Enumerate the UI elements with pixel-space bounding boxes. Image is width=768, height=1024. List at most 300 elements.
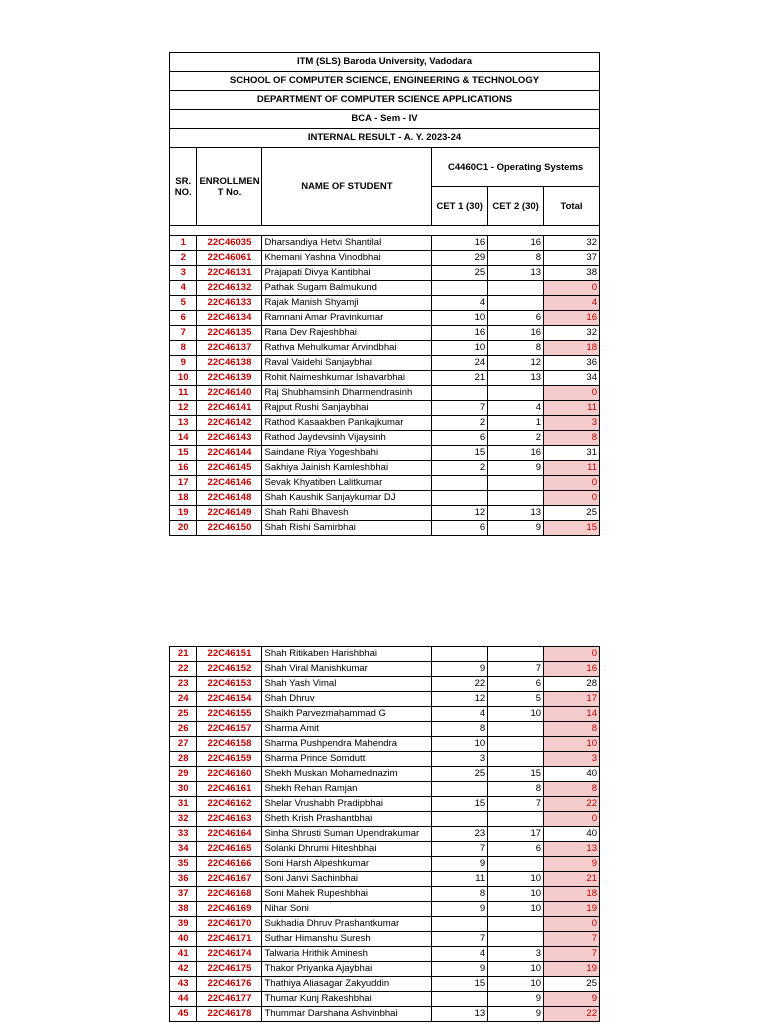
sr-no-cell: 27 [170, 737, 197, 752]
student-name-cell: Talwaria Hrithik Aminesh [262, 947, 432, 962]
table-row [170, 947, 600, 962]
total-cell: 9 [544, 857, 600, 872]
enrollment-cell: 22C46061 [197, 251, 262, 266]
total-cell: 8 [544, 782, 600, 797]
sr-no-cell: 25 [170, 707, 197, 722]
student-name-cell: Sharma Pushpendra Mahendra [262, 737, 432, 752]
total-cell: 18 [544, 341, 600, 356]
total-cell: 0 [544, 491, 600, 506]
table-row [170, 311, 600, 326]
cet1-cell: 29 [432, 251, 488, 266]
table-row [170, 797, 600, 812]
student-name-cell: Saindane Riya Yogeshbahi [262, 446, 432, 461]
enrollment-cell: 22C46168 [197, 887, 262, 902]
total-cell: 8 [544, 722, 600, 737]
total-cell: 11 [544, 401, 600, 416]
total-cell: 32 [544, 236, 600, 251]
total-cell: 28 [544, 677, 600, 692]
cet2-cell: 16 [488, 446, 544, 461]
total-cell: 16 [544, 662, 600, 677]
total-cell: 38 [544, 266, 600, 281]
total-cell: 22 [544, 1007, 600, 1022]
student-name-cell: Suthar Himanshu Suresh [262, 932, 432, 947]
cet1-cell: 23 [432, 827, 488, 842]
student-name-cell: Shah Rishi Samirbhai [262, 521, 432, 536]
total-cell: 31 [544, 446, 600, 461]
cet2-cell [488, 386, 544, 401]
table-row [170, 752, 600, 767]
cet2-cell: 16 [488, 236, 544, 251]
enrollment-cell: 22C46177 [197, 992, 262, 1007]
student-name-cell: Sinha Shrusti Suman Upendrakumar [262, 827, 432, 842]
student-name-cell: Shekh Rehan Ramjan [262, 782, 432, 797]
cet1-cell: 9 [432, 857, 488, 872]
student-name-cell: Shah Ritikaben Harishbhai [262, 647, 432, 662]
cet1-cell [432, 782, 488, 797]
student-name-cell: Rajput Rushi Sanjaybhai [262, 401, 432, 416]
student-name-cell: Rajak Manish Shyamji [262, 296, 432, 311]
sr-no-cell: 41 [170, 947, 197, 962]
total-cell: 16 [544, 311, 600, 326]
enrollment-cell: 22C46157 [197, 722, 262, 737]
sr-no-cell: 15 [170, 446, 197, 461]
sr-no-cell: 34 [170, 842, 197, 857]
enrollment-cell: 22C46152 [197, 662, 262, 677]
student-name-cell: Soni Janvi Sachinbhai [262, 872, 432, 887]
sr-no-cell: 30 [170, 782, 197, 797]
program-name: BCA - Sem - IV [170, 110, 600, 129]
cet1-cell: 8 [432, 722, 488, 737]
enrollment-cell: 22C46139 [197, 371, 262, 386]
sr-no-cell: 43 [170, 977, 197, 992]
sr-no-cell: 23 [170, 677, 197, 692]
student-name-cell: Raval Vaidehi Sanjaybhai [262, 356, 432, 371]
enrollment-cell: 22C46150 [197, 521, 262, 536]
cet1-cell: 7 [432, 401, 488, 416]
total-cell: 37 [544, 251, 600, 266]
cet1-cell: 7 [432, 842, 488, 857]
student-name-header: NAME OF STUDENT [262, 148, 432, 226]
total-cell: 22 [544, 797, 600, 812]
cet1-cell: 4 [432, 707, 488, 722]
sr-no-cell: 29 [170, 767, 197, 782]
student-name-cell: Shah Viral Manishkumar [262, 662, 432, 677]
total-cell: 7 [544, 947, 600, 962]
total-cell: 11 [544, 461, 600, 476]
table-row [170, 491, 600, 506]
cet2-cell: 10 [488, 707, 544, 722]
enrollment-cell: 22C46163 [197, 812, 262, 827]
sr-no-cell: 14 [170, 431, 197, 446]
cet1-cell [432, 476, 488, 491]
cet2-cell: 6 [488, 311, 544, 326]
cet2-cell: 8 [488, 251, 544, 266]
cet2-cell [488, 476, 544, 491]
cet1-cell: 21 [432, 371, 488, 386]
sr-no-cell: 8 [170, 341, 197, 356]
enrollment-cell: 22C46142 [197, 416, 262, 431]
sr-no-cell: 33 [170, 827, 197, 842]
enrollment-cell: 22C46145 [197, 461, 262, 476]
cet1-cell: 6 [432, 431, 488, 446]
enrollment-cell: 22C46146 [197, 476, 262, 491]
sr-no-cell: 9 [170, 356, 197, 371]
table-row [170, 812, 600, 827]
total-cell: 13 [544, 842, 600, 857]
table-row [170, 326, 600, 341]
result-table-page-1 [169, 52, 600, 536]
student-name-cell: Rohit Naimeshkumar Ishavarbhai [262, 371, 432, 386]
result-title: INTERNAL RESULT - A. Y. 2023-24 [170, 129, 600, 148]
student-name-cell: Nihar Soni [262, 902, 432, 917]
student-name-cell: Pathak Sugam Balmukund [262, 281, 432, 296]
sr-no-cell: 32 [170, 812, 197, 827]
student-name-cell: Sakhiya Jainish Kamleshbhai [262, 461, 432, 476]
cet2-cell [488, 812, 544, 827]
total-cell: 3 [544, 416, 600, 431]
cet2-cell: 7 [488, 662, 544, 677]
student-name-cell: Raj Shubhamsinh Dharmendrasinh [262, 386, 432, 401]
enrollment-cell: 22C46141 [197, 401, 262, 416]
enrollment-cell: 22C46164 [197, 827, 262, 842]
sr-no-cell: 44 [170, 992, 197, 1007]
result-rows-page-2 [170, 647, 600, 1022]
student-name-cell: Thakor Priyanka Ajaybhai [262, 962, 432, 977]
table-row [170, 677, 600, 692]
cet1-header: CET 1 (30) [432, 187, 488, 226]
cet1-cell: 25 [432, 266, 488, 281]
cet2-cell: 10 [488, 872, 544, 887]
cet1-cell: 9 [432, 662, 488, 677]
total-cell: 25 [544, 977, 600, 992]
table-row [170, 251, 600, 266]
total-cell: 0 [544, 281, 600, 296]
cet2-cell: 13 [488, 371, 544, 386]
sr-no-cell: 16 [170, 461, 197, 476]
cet1-cell: 22 [432, 677, 488, 692]
enrollment-cell: 22C46159 [197, 752, 262, 767]
student-name-cell: Shah Dhruv [262, 692, 432, 707]
table-row [170, 401, 600, 416]
cet2-cell: 10 [488, 887, 544, 902]
table-row [170, 461, 600, 476]
total-cell: 0 [544, 917, 600, 932]
school-name: SCHOOL OF COMPUTER SCIENCE, ENGINEERING & TECHNOLOGY [170, 72, 600, 91]
enrollment-cell: 22C46166 [197, 857, 262, 872]
cet1-cell [432, 917, 488, 932]
sr-no-cell: 35 [170, 857, 197, 872]
total-cell: 3 [544, 752, 600, 767]
total-cell: 32 [544, 326, 600, 341]
student-name-cell: Khemani Yashna Vinodbhai [262, 251, 432, 266]
sr-no-cell: 37 [170, 887, 197, 902]
enrollment-cell: 22C46134 [197, 311, 262, 326]
sr-no-cell: 4 [170, 281, 197, 296]
table-row [170, 992, 600, 1007]
total-cell: 0 [544, 647, 600, 662]
cet2-cell: 8 [488, 341, 544, 356]
student-name-cell: Sharma Amit [262, 722, 432, 737]
enrollment-cell: 22C46171 [197, 932, 262, 947]
sr-no-cell: 11 [170, 386, 197, 401]
cet1-cell: 24 [432, 356, 488, 371]
table-row [170, 722, 600, 737]
student-name-cell: Rathod Kasaakben Pankajkumar [262, 416, 432, 431]
cet2-cell: 13 [488, 266, 544, 281]
sr-no-cell: 40 [170, 932, 197, 947]
total-cell: 8 [544, 431, 600, 446]
sr-no-cell: 36 [170, 872, 197, 887]
student-name-cell: Rathod Jaydevsinh Vijaysinh [262, 431, 432, 446]
total-cell: 40 [544, 827, 600, 842]
sr-no-cell: 3 [170, 266, 197, 281]
table-row [170, 416, 600, 431]
student-name-cell: Shah Yash Vimal [262, 677, 432, 692]
enrollment-cell: 22C46149 [197, 506, 262, 521]
table-row [170, 692, 600, 707]
enrollment-cell: 22C46161 [197, 782, 262, 797]
enrollment-cell: 22C46170 [197, 917, 262, 932]
student-name-cell: Dharsandiya Hetvi Shantilal [262, 236, 432, 251]
enrollment-cell: 22C46131 [197, 266, 262, 281]
sr-no-cell: 12 [170, 401, 197, 416]
enrollment-cell: 22C46133 [197, 296, 262, 311]
total-cell: 4 [544, 296, 600, 311]
cet1-cell: 16 [432, 326, 488, 341]
cet1-cell: 2 [432, 416, 488, 431]
cet2-cell: 13 [488, 506, 544, 521]
table-row [170, 662, 600, 677]
total-cell: 7 [544, 932, 600, 947]
student-name-cell: Ramnani Amar Pravinkumar [262, 311, 432, 326]
sr-no-cell: 26 [170, 722, 197, 737]
cet2-cell [488, 932, 544, 947]
student-name-cell: Prajapati Divya Kantibhai [262, 266, 432, 281]
total-cell: 40 [544, 767, 600, 782]
cet1-cell [432, 281, 488, 296]
sr-no-cell: 7 [170, 326, 197, 341]
enrollment-cell: 22C46160 [197, 767, 262, 782]
enrollment-header: ENROLLMEN T No. [197, 148, 262, 226]
enrollment-cell: 22C46155 [197, 707, 262, 722]
cet2-cell: 10 [488, 977, 544, 992]
cet1-cell: 8 [432, 887, 488, 902]
university-name: ITM (SLS) Baroda University, Vadodara [170, 53, 600, 72]
cet2-cell: 6 [488, 842, 544, 857]
cet2-cell [488, 281, 544, 296]
enrollment-cell: 22C46035 [197, 236, 262, 251]
student-name-cell: Rathva Mehulkumar Arvindbhai [262, 341, 432, 356]
sr-no-cell: 17 [170, 476, 197, 491]
table-row [170, 977, 600, 992]
sr-no-cell: 5 [170, 296, 197, 311]
total-cell: 14 [544, 707, 600, 722]
total-cell: 0 [544, 476, 600, 491]
table-row [170, 266, 600, 281]
table-row [170, 281, 600, 296]
result-rows-page-1 [170, 236, 600, 536]
student-name-cell: Rana Dev Rajeshbhai [262, 326, 432, 341]
total-cell: 0 [544, 386, 600, 401]
cet2-cell: 2 [488, 431, 544, 446]
table-row [170, 707, 600, 722]
table-row [170, 431, 600, 446]
total-header: Total [544, 187, 600, 226]
cet2-cell: 1 [488, 416, 544, 431]
sr-no-cell: 6 [170, 311, 197, 326]
total-cell: 36 [544, 356, 600, 371]
student-name-cell: Sharma Prince Somdutt [262, 752, 432, 767]
cet2-cell: 9 [488, 521, 544, 536]
enrollment-cell: 22C46132 [197, 281, 262, 296]
cet1-cell: 10 [432, 737, 488, 752]
cet2-cell: 3 [488, 947, 544, 962]
student-name-cell: Shaikh Parvezmahammad G [262, 707, 432, 722]
table-row [170, 506, 600, 521]
sr-no-cell: 20 [170, 521, 197, 536]
enrollment-cell: 22C46176 [197, 977, 262, 992]
student-name-cell: Shah Rahi Bhavesh [262, 506, 432, 521]
total-cell: 17 [544, 692, 600, 707]
enrollment-cell: 22C46169 [197, 902, 262, 917]
cet1-cell: 11 [432, 872, 488, 887]
sr-no-cell: 45 [170, 1007, 197, 1022]
sr-no-cell: 19 [170, 506, 197, 521]
total-cell: 19 [544, 962, 600, 977]
total-cell: 0 [544, 812, 600, 827]
cet2-cell [488, 752, 544, 767]
cet2-cell [488, 857, 544, 872]
department-name: DEPARTMENT OF COMPUTER SCIENCE APPLICATIONS [170, 91, 600, 110]
table-row [170, 296, 600, 311]
enrollment-cell: 22C46138 [197, 356, 262, 371]
cet2-cell: 9 [488, 1007, 544, 1022]
table-row [170, 782, 600, 797]
cet1-cell [432, 812, 488, 827]
student-name-cell: Sheth Krish Prashantbhai [262, 812, 432, 827]
enrollment-cell: 22C46174 [197, 947, 262, 962]
cet2-cell: 6 [488, 677, 544, 692]
cet2-cell [488, 647, 544, 662]
cet2-cell [488, 722, 544, 737]
result-sheet-page-2 [169, 646, 600, 1022]
cet2-cell [488, 296, 544, 311]
cet2-cell [488, 491, 544, 506]
cet2-cell: 5 [488, 692, 544, 707]
sr-no-cell: 28 [170, 752, 197, 767]
cet1-cell: 2 [432, 461, 488, 476]
table-row [170, 356, 600, 371]
student-name-cell: Thumar Kunj Rakeshbhai [262, 992, 432, 1007]
cet1-cell: 12 [432, 506, 488, 521]
total-cell: 15 [544, 521, 600, 536]
student-name-cell: Sukhadia Dhruv Prashantkumar [262, 917, 432, 932]
student-name-cell: Thathiya Aliasagar Zakyuddin [262, 977, 432, 992]
sr-no-cell: 42 [170, 962, 197, 977]
table-row [170, 341, 600, 356]
cet1-cell: 6 [432, 521, 488, 536]
table-row [170, 857, 600, 872]
sr-no-cell: 39 [170, 917, 197, 932]
cet1-cell: 12 [432, 692, 488, 707]
table-row [170, 917, 600, 932]
table-row [170, 827, 600, 842]
sr-no-cell: 38 [170, 902, 197, 917]
student-name-cell: Thummar Darshana Ashvinbhai [262, 1007, 432, 1022]
table-row [170, 842, 600, 857]
cet1-cell: 25 [432, 767, 488, 782]
cet1-cell [432, 647, 488, 662]
cet2-cell: 16 [488, 326, 544, 341]
table-row [170, 386, 600, 401]
cet1-cell: 10 [432, 341, 488, 356]
table-row [170, 521, 600, 536]
table-row [170, 737, 600, 752]
total-cell: 34 [544, 371, 600, 386]
sr-no-cell: 13 [170, 416, 197, 431]
total-cell: 19 [544, 902, 600, 917]
table-row [170, 1007, 600, 1022]
table-row [170, 902, 600, 917]
enrollment-cell: 22C46153 [197, 677, 262, 692]
cet1-cell: 13 [432, 1007, 488, 1022]
total-cell: 10 [544, 737, 600, 752]
subject-header: C4460C1 - Operating Systems [432, 148, 600, 187]
student-name-cell: Soni Mahek Rupeshbhai [262, 887, 432, 902]
cet1-cell: 9 [432, 902, 488, 917]
enrollment-cell: 22C46167 [197, 872, 262, 887]
table-row [170, 371, 600, 386]
cet2-cell: 10 [488, 902, 544, 917]
student-name-cell: Soni Harsh Alpeshkumar [262, 857, 432, 872]
enrollment-cell: 22C46175 [197, 962, 262, 977]
cet2-cell: 12 [488, 356, 544, 371]
cet1-cell: 9 [432, 962, 488, 977]
cet2-cell: 10 [488, 962, 544, 977]
cet2-cell [488, 917, 544, 932]
table-row [170, 236, 600, 251]
cet1-cell [432, 386, 488, 401]
sr-no-cell: 10 [170, 371, 197, 386]
student-name-cell: Shah Kaushik Sanjaykumar DJ [262, 491, 432, 506]
cet1-cell: 15 [432, 797, 488, 812]
cet2-header: CET 2 (30) [488, 187, 544, 226]
total-cell: 9 [544, 992, 600, 1007]
cet1-cell: 10 [432, 311, 488, 326]
enrollment-cell: 22C46178 [197, 1007, 262, 1022]
cet1-cell: 15 [432, 446, 488, 461]
total-cell: 18 [544, 887, 600, 902]
student-name-cell: Solanki Dhrumi Hiteshbhai [262, 842, 432, 857]
table-row [170, 767, 600, 782]
student-name-cell: Shelar Vrushabh Pradipbhai [262, 797, 432, 812]
result-sheet-page-1 [169, 52, 600, 536]
cet2-cell: 4 [488, 401, 544, 416]
enrollment-cell: 22C46151 [197, 647, 262, 662]
cet1-cell: 4 [432, 947, 488, 962]
enrollment-cell: 22C46154 [197, 692, 262, 707]
cet1-cell: 16 [432, 236, 488, 251]
sr-no-header: SR. NO. [170, 148, 197, 226]
student-name-cell: Shekh Muskan Mohamednazim [262, 767, 432, 782]
table-row [170, 647, 600, 662]
enrollment-cell: 22C46165 [197, 842, 262, 857]
enrollment-cell: 22C46162 [197, 797, 262, 812]
table-row [170, 872, 600, 887]
enrollment-cell: 22C46143 [197, 431, 262, 446]
sr-no-cell: 2 [170, 251, 197, 266]
enrollment-cell: 22C46140 [197, 386, 262, 401]
